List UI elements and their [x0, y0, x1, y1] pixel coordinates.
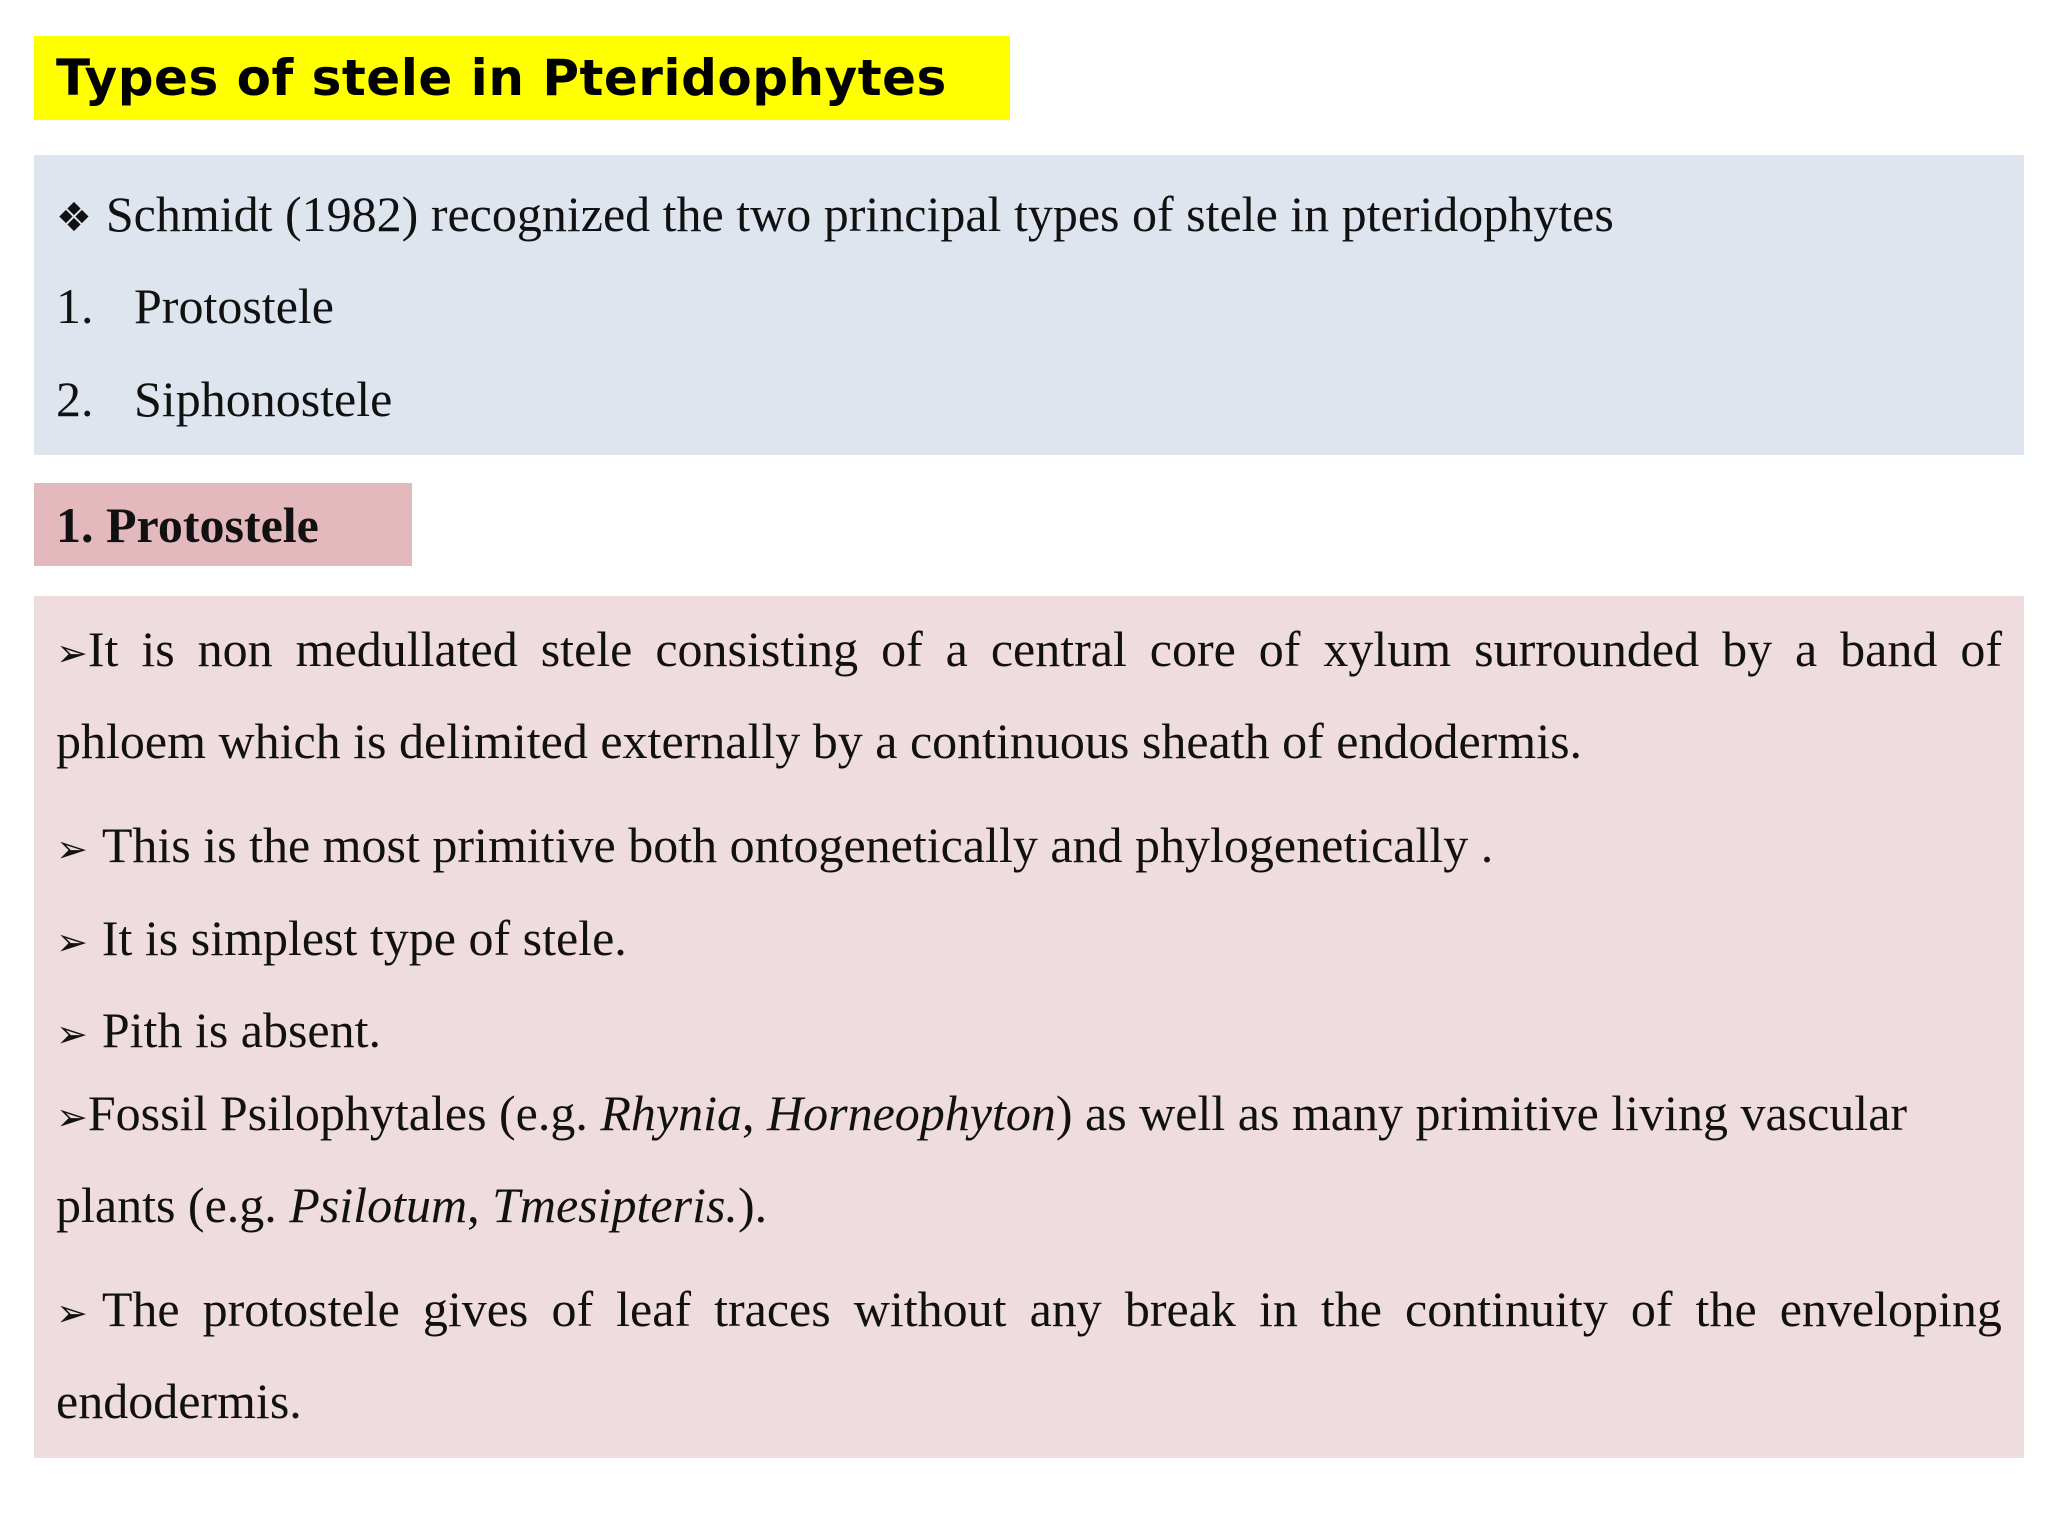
- word: of: [881, 621, 923, 677]
- arrow-bullet-icon: ➢: [56, 1095, 88, 1139]
- word: of: [1258, 621, 1301, 677]
- word: of: [551, 1281, 594, 1337]
- word: non: [197, 621, 273, 677]
- word: any: [1029, 1281, 1102, 1337]
- arrow-bullet-icon: ➢: [56, 827, 88, 871]
- title-banner: [34, 36, 1010, 120]
- word: is: [141, 621, 175, 677]
- page-title: Types of stele in Pteridophytes: [56, 49, 947, 107]
- word: a: [1795, 621, 1818, 677]
- point-3-text: It is simplest type of stele.: [101, 910, 627, 966]
- word: in: [1258, 1281, 1298, 1337]
- word: consisting: [655, 621, 859, 677]
- genus-name: Psilotum: [289, 1177, 468, 1233]
- point-6-first-word: ➢ The: [56, 1281, 180, 1337]
- point-1-line-1: [56, 620, 2002, 678]
- word: by: [1722, 621, 1773, 677]
- point-5-line-1: [56, 1084, 2002, 1142]
- point-4-text: Pith is absent.: [101, 1002, 382, 1058]
- text: ,: [467, 1177, 493, 1233]
- text: ,: [742, 1085, 768, 1141]
- word: traces: [714, 1281, 831, 1337]
- intro-panel: [34, 155, 2024, 455]
- text: ).: [737, 1177, 768, 1233]
- point-1-line-2: phloem which is delimited externally by a continuous sheath of endodermis.: [56, 713, 1583, 769]
- word: gives: [422, 1281, 529, 1337]
- point-6-line-2: endodermis.: [56, 1373, 302, 1429]
- section-heading-box: [34, 483, 412, 566]
- word: of: [1960, 621, 2002, 677]
- list-item-siphonostele: [56, 370, 392, 428]
- point-4: [56, 1001, 2002, 1059]
- intro-statement: [56, 185, 1614, 243]
- list-number: 1.: [56, 278, 94, 334]
- word: surrounded: [1474, 621, 1700, 677]
- genus-name: Tmesipteris.: [492, 1177, 738, 1233]
- text: Fossil Psilophytales (e.g.: [87, 1085, 601, 1141]
- intro-text: Schmidt (1982) recognized the two principal types of stele in pteridophytes: [105, 186, 1614, 242]
- word: the: [1695, 1281, 1757, 1337]
- word: protostele: [202, 1281, 400, 1337]
- point-6-line-1: [56, 1280, 2002, 1338]
- point-5-line-2: [56, 1176, 2002, 1234]
- word: central: [990, 621, 1127, 677]
- arrow-bullet-icon: ➢: [56, 1012, 88, 1056]
- word: band: [1840, 621, 1938, 677]
- genus-name: Horneophyton: [767, 1085, 1056, 1141]
- word: a: [945, 621, 968, 677]
- word: the: [1320, 1281, 1382, 1337]
- arrow-bullet-icon: ➢: [56, 631, 88, 675]
- section-heading: 1. Protostele: [56, 496, 319, 553]
- list-label: Siphonostele: [134, 371, 393, 427]
- list-item-protostele: [56, 277, 334, 335]
- word: core: [1149, 621, 1236, 677]
- word: stele: [540, 621, 633, 677]
- arrow-bullet-icon: ➢: [56, 1291, 88, 1335]
- list-number: 2.: [56, 371, 94, 427]
- point-3: [56, 909, 2002, 967]
- word: enveloping: [1779, 1281, 2002, 1337]
- word: of: [1630, 1281, 1673, 1337]
- point-2: [56, 816, 2002, 874]
- diamond-bullet-icon: ❖: [56, 195, 92, 241]
- text: ) as well as many primitive living vascular: [1055, 1085, 1908, 1141]
- word: without: [853, 1281, 1007, 1337]
- word: break: [1124, 1281, 1236, 1337]
- word: medullated: [295, 621, 518, 677]
- arrow-bullet-icon: ➢: [56, 920, 88, 964]
- text: plants (e.g.: [56, 1177, 290, 1233]
- genus-name: Rhynia: [600, 1085, 743, 1141]
- word: xylum: [1323, 621, 1452, 677]
- content-panel: [34, 596, 2024, 1458]
- point-2-text: This is the most primitive both ontogenetically and phylogenetically .: [101, 817, 1494, 873]
- list-label: Protostele: [134, 278, 334, 334]
- word: continuity: [1405, 1281, 1608, 1337]
- point-1-first-word: ➢It: [56, 621, 119, 677]
- word: leaf: [616, 1281, 692, 1337]
